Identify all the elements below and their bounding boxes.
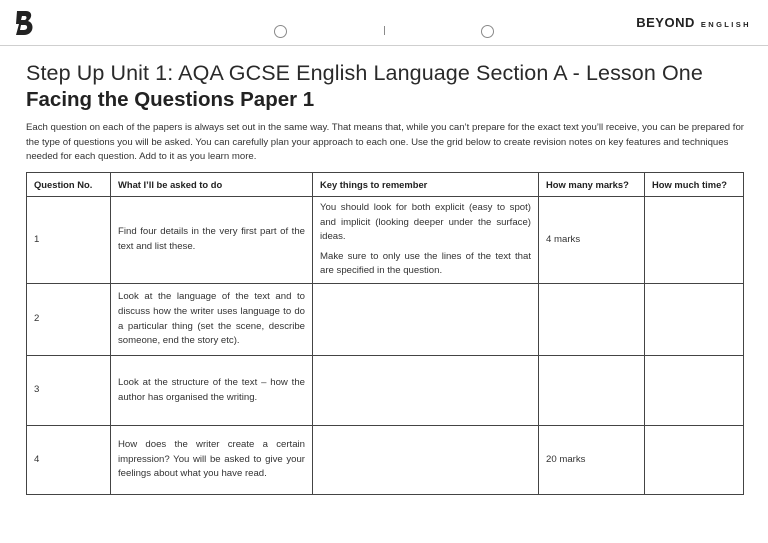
marks-value[interactable] bbox=[539, 284, 645, 356]
intro-paragraph: Each question on each of the papers is always set out in the same way. That means that, while you can’t prepare for the exact text you’ll receive, you can be prepared for the type of questions you will be asked. You can carefully plan your approach to each one. Use the grid below to create revision notes on key features and techniques needed for each question. Add to it as you learn more. bbox=[26, 122, 744, 163]
column-header-task: What I’ll be asked to do bbox=[111, 173, 313, 197]
table-header-row bbox=[27, 173, 744, 197]
key-things-cell[interactable] bbox=[313, 197, 539, 284]
task-description: How does the writer create a certain impression? You will be asked to give your feelings about what you have read. bbox=[111, 426, 313, 495]
brand-main: BEYOND bbox=[636, 15, 695, 30]
task-description: Look at the structure of the text – how the author has organised the writing. bbox=[111, 356, 313, 426]
key-thing-note: You should look for both explicit (easy to spot) and implicit (looking deeper under the surface) ideas. bbox=[320, 202, 531, 243]
key-things-cell[interactable] bbox=[313, 426, 539, 495]
page-header bbox=[0, 0, 768, 46]
time-value[interactable] bbox=[645, 284, 744, 356]
question-number: 3 bbox=[27, 356, 111, 426]
beyond-logo-icon bbox=[14, 10, 36, 36]
column-header-time: How much time? bbox=[645, 173, 744, 197]
center-mark-icon bbox=[384, 26, 385, 35]
column-header-marks: How many marks? bbox=[539, 173, 645, 197]
table-row bbox=[27, 197, 744, 284]
key-things-cell[interactable] bbox=[313, 356, 539, 426]
key-thing-note: Make sure to only use the lines of the text that are specified in the question. bbox=[320, 250, 531, 277]
page-title: Step Up Unit 1: AQA GCSE English Language Section A - Lesson One bbox=[26, 61, 703, 85]
page-subtitle: Facing the Questions Paper 1 bbox=[26, 88, 315, 111]
table-row bbox=[27, 356, 744, 426]
question-number: 4 bbox=[27, 426, 111, 495]
question-number: 1 bbox=[27, 197, 111, 284]
time-value[interactable] bbox=[645, 426, 744, 495]
punch-hole-right-icon bbox=[481, 25, 494, 38]
time-value[interactable] bbox=[645, 356, 744, 426]
question-number: 2 bbox=[27, 284, 111, 356]
header-divider bbox=[0, 45, 768, 46]
time-value[interactable] bbox=[645, 197, 744, 284]
revision-grid bbox=[26, 172, 744, 495]
table-row bbox=[27, 426, 744, 495]
marks-value[interactable]: 4 marks bbox=[539, 197, 645, 284]
marks-value[interactable]: 20 marks bbox=[539, 426, 645, 495]
column-header-question-no: Question No. bbox=[27, 173, 111, 197]
marks-value[interactable] bbox=[539, 356, 645, 426]
brand-sub: ENGLISH bbox=[700, 20, 751, 29]
column-header-key-things: Key things to remember bbox=[313, 173, 539, 197]
punch-hole-left-icon bbox=[274, 25, 287, 38]
task-description: Find four details in the very first part of the text and list these. bbox=[111, 197, 313, 284]
task-description: Look at the language of the text and to discuss how the writer uses language to do a particular thing (set the scene, describe someone, end the story etc). bbox=[111, 284, 313, 356]
brand-wordmark bbox=[636, 15, 751, 30]
key-things-cell[interactable] bbox=[313, 284, 539, 356]
table-row bbox=[27, 284, 744, 356]
